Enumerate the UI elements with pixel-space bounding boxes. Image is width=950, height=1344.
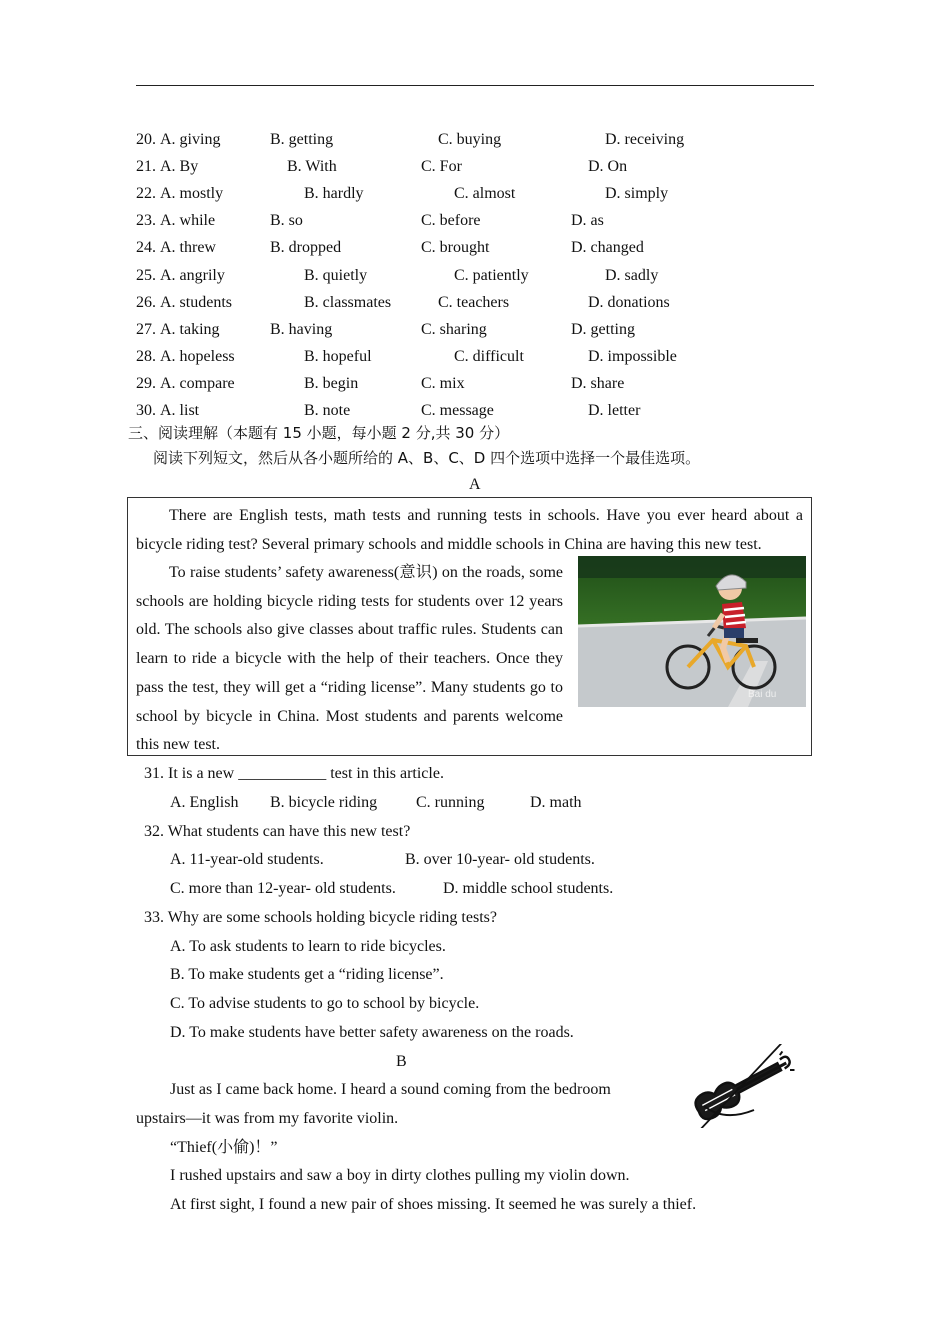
option-b: B. hardly	[304, 185, 364, 202]
option-a: A. giving	[160, 131, 221, 148]
option-number: 29.	[136, 375, 156, 392]
question-32-option-b: B. over 10-year- old students.	[405, 851, 595, 868]
question-32-stem: 32. What students can have this new test?	[144, 823, 411, 840]
option-d: D. changed	[571, 239, 644, 256]
question-31-option-d: D. math	[530, 794, 582, 811]
option-number: 24.	[136, 239, 156, 256]
passage-b-line-2: upstairs—it was from my favorite violin.	[136, 1110, 399, 1127]
question-31-option-b: B. bicycle riding	[270, 794, 378, 811]
option-b: B. begin	[304, 375, 359, 392]
option-d: D. getting	[571, 321, 635, 338]
option-a: A. hopeless	[160, 348, 235, 365]
question-31-option-a: A. English	[170, 794, 239, 811]
option-c: C. message	[421, 402, 494, 419]
option-b: B. classmates	[304, 294, 392, 311]
option-b: B. having	[270, 321, 333, 338]
option-a: A. angrily	[160, 267, 225, 284]
option-a: A. while	[160, 212, 216, 229]
passage-a-text-1: There are English tests, math tests and running tests in schools. Have you ever heard about a bicycle riding test? Several primary schools and middle schools in China are having this new test.	[136, 507, 803, 553]
option-c: C. before	[421, 212, 481, 229]
option-b: B. note	[304, 402, 351, 419]
option-a: A. compare	[160, 375, 235, 392]
option-c: C. mix	[421, 375, 465, 392]
question-31-option-c: C. running	[416, 794, 485, 811]
question-31-stem: 31. It is a new ___________ test in this article.	[144, 765, 444, 782]
option-number: 22.	[136, 185, 156, 202]
option-a: A. mostly	[160, 185, 224, 202]
option-c: C. teachers	[438, 294, 510, 311]
option-a: A. list	[160, 402, 200, 419]
question-33-option-c: C. To advise students to go to school by bicycle.	[170, 995, 480, 1012]
option-b: B. hopeful	[304, 348, 372, 365]
option-b: B. getting	[270, 131, 334, 148]
passage-b-line-4: I rushed upstairs and saw a boy in dirty clothes pulling my violin down.	[170, 1167, 630, 1184]
passage-b-line-3: “Thief(小偷)！”	[170, 1139, 278, 1156]
header-rule	[136, 85, 814, 86]
question-32-option-d: D. middle school students.	[443, 880, 614, 897]
passage-b-line-5: At first sight, I found a new pair of shoes missing. It seemed he was surely a thief.	[170, 1196, 697, 1213]
question-33-option-d: D. To make students have better safety awareness on the roads.	[170, 1024, 574, 1041]
option-c: C. difficult	[454, 348, 524, 365]
option-d: D. impossible	[588, 348, 677, 365]
option-c: C. sharing	[421, 321, 487, 338]
option-d: D. donations	[588, 294, 670, 311]
passage-a-paragraph-2	[136, 559, 563, 760]
option-b: B. dropped	[270, 239, 342, 256]
question-32-option-c: C. more than 12-year- old students.	[170, 880, 396, 897]
option-number: 30.	[136, 402, 156, 419]
option-d: D. simply	[605, 185, 669, 202]
question-32-option-a: A. 11-year-old students.	[170, 851, 324, 868]
option-c: C. patiently	[454, 267, 529, 284]
option-d: D. letter	[588, 402, 641, 419]
option-d: D. sadly	[605, 267, 659, 284]
passage-a-label: A	[469, 476, 481, 493]
option-d: D. share	[571, 375, 625, 392]
passage-a-text-2: To raise students’ safety awareness(意识) on the roads, some schools are holding bicycle riding tests for students over 12 years old. The schools also give classes about traffic rules. Students can learn to ride a bicycle with the help of their teachers. Once they pass the test, they will get a “riding license”. Many students go to school by bicycle in China. Most students and parents welcome this new test.	[136, 564, 563, 754]
option-number: 25.	[136, 267, 156, 284]
option-b: B. With	[287, 158, 337, 175]
option-d: D. as	[571, 212, 604, 229]
passage-b-label: B	[396, 1053, 407, 1070]
question-33-option-b: B. To make students get a “riding license”.	[170, 966, 444, 983]
girl-riding-bicycle-image	[578, 556, 806, 707]
option-number: 27.	[136, 321, 156, 338]
violin-illustration	[684, 1044, 802, 1128]
option-b: B. quietly	[304, 267, 368, 284]
option-c: C. buying	[438, 131, 502, 148]
option-d: D. On	[588, 158, 628, 175]
photo-watermark: Bai du	[748, 689, 777, 700]
option-a: A. taking	[160, 321, 220, 338]
passage-b-line-1: Just as I came back home. I heard a sound coming from the bedroom	[170, 1081, 611, 1098]
question-33-stem: 33. Why are some schools holding bicycle riding tests?	[144, 909, 497, 926]
option-c: C. For	[421, 158, 462, 175]
option-a: A. students	[160, 294, 232, 311]
option-b: B. so	[270, 212, 303, 229]
option-number: 28.	[136, 348, 156, 365]
option-a: A. By	[160, 158, 199, 175]
bicycle-photo	[578, 556, 806, 707]
section-instruction: 阅读下列短文，然后从各小题所给的 A、B、C、D 四个选项中选择一个最佳选项。	[153, 449, 701, 467]
option-a: A. threw	[160, 239, 216, 256]
question-33-option-a: A. To ask students to learn to ride bicycles.	[170, 938, 446, 955]
option-number: 26.	[136, 294, 156, 311]
option-number: 20.	[136, 131, 156, 148]
option-number: 23.	[136, 212, 156, 229]
option-c: C. almost	[454, 185, 516, 202]
passage-a-paragraph-1	[136, 502, 803, 559]
option-number: 21.	[136, 158, 156, 175]
section-heading: 三、阅读理解（本题有 15 小题，每小题 2 分,共 30 分）	[128, 424, 510, 442]
option-d: D. receiving	[605, 131, 685, 148]
option-c: C. brought	[421, 239, 490, 256]
violin-icon	[684, 1044, 802, 1128]
